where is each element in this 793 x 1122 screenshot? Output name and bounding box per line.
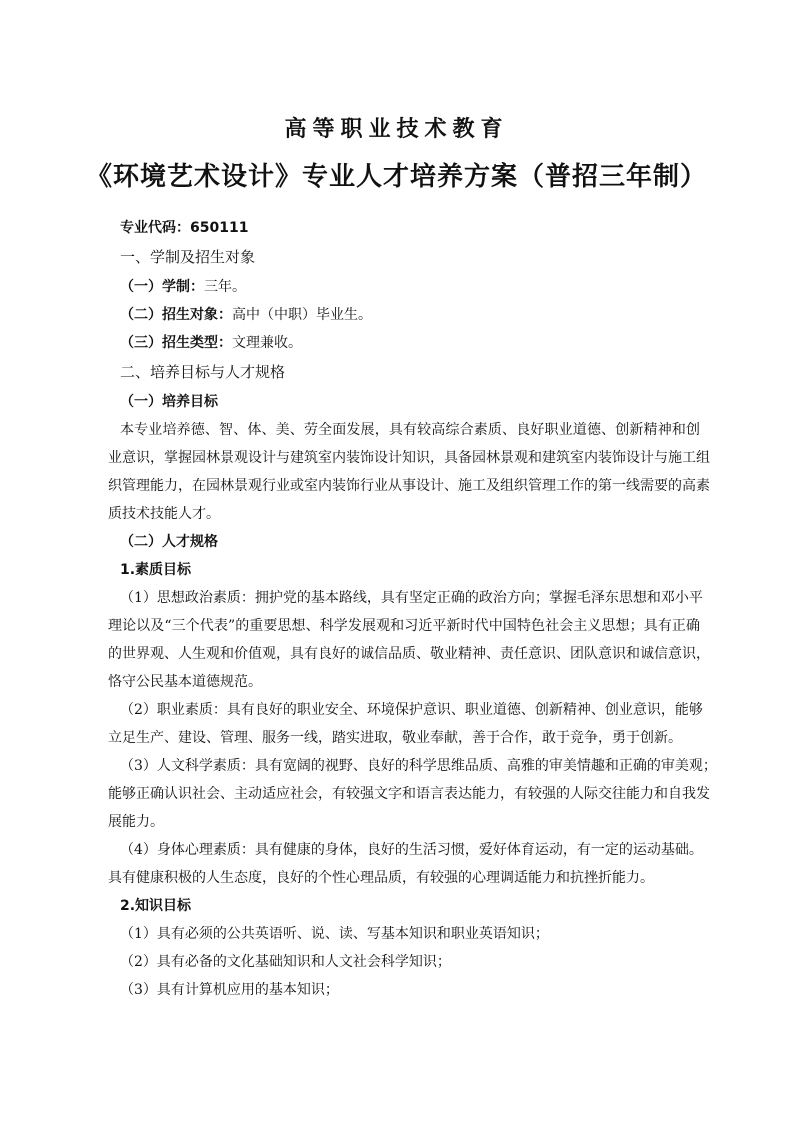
item-value: 三年。 [204,279,246,295]
quality-line: 立足生产、建设、管理、服务一线，踏实进取，敬业奉献，善于合作，敢于竞争，勇于创新。 [108,730,682,746]
item-label: （三）招生类型： [120,335,232,351]
knowledge-line: （1）具有必须的公共英语听、说、读、写基本知识和职业英语知识； [120,926,549,942]
quality-line: 恪守公民基本道德规范。 [108,674,262,690]
item-label: （二）招生对象： [120,307,232,323]
goal-line: 业意识，掌握园林景观设计与建筑室内装饰设计知识，具备园林景观和建筑室内装饰设计与施工组 [108,450,710,466]
goal-line: 质技术技能人才。 [108,506,220,522]
knowledge-line: （2）具有必备的文化基础知识和人文社会科学知识； [120,954,451,970]
quality-line: 的世界观、人生观和价值观，具有良好的诚信品质、敬业精神、责任意识、团队意识和诚信意识， [108,646,710,662]
item-duration [108,273,700,301]
quality-line: 具有健康积极的人生态度，良好的个性心理品质，有较强的心理调适能力和抗挫折能力。 [108,870,654,886]
goal-heading: （一）培养目标 [120,394,218,410]
quality-line: 能够正确认识社会、主动适应社会，有较强文字和语言表达能力，有较强的人际交往能力和自我发 [108,786,710,802]
item-enrollment-type [108,329,700,357]
document-title-line2: 《环境艺术设计》专业人才培养方案（普招三年制） [85,162,707,192]
item-enrollment-target [108,301,700,329]
knowledge-heading: 2.知识目标 [120,898,192,914]
item-value: 高中（中职）毕业生。 [232,307,372,323]
document-body [108,214,717,1004]
goal-line: 织管理能力，在园林景观行业或室内装饰行业从事设计、施工及组织管理工作的第一线需要的高素 [108,478,710,494]
item-value: 文理兼收。 [232,335,302,351]
section1-heading: 一、学制及招生对象 [120,248,256,266]
item-label: （一）学制： [120,279,204,295]
major-code-value: 650111 [190,220,249,236]
goal-line: 本专业培养德、智、体、美、劳全面发展，具有较高综合素质、良好职业道德、创新精神和创 [120,422,700,438]
quality-line: 理论以及“三个代表”的重要思想、科学发展观和习近平新时代中国特色社会主义思想；具有正确 [108,618,700,634]
spec-heading: （二）人才规格 [120,534,218,550]
quality-line: （3）人文科学素质：具有宽阔的视野、良好的科学思维品质、高雅的审美情趣和正确的审美观； [120,758,717,774]
quality-line: （4）身体心理素质：具有健康的身体，良好的生活习惯，爱好体育运动，有一定的运动基础。 [120,842,703,858]
quality-line: （1）思想政治素质：拥护党的基本路线，具有坚定正确的政治方向；掌握毛泽东思想和邓小平 [120,590,703,606]
knowledge-line: （3）具有计算机应用的基本知识； [120,982,339,998]
major-code [108,214,700,242]
major-code-label: 专业代码： [120,220,190,236]
quality-heading: 1.素质目标 [120,562,192,578]
section2-heading: 二、培养目标与人才规格 [120,363,286,381]
quality-line: 展能力。 [108,814,164,830]
document-title-line1: 高等职业技术教育 [284,117,509,142]
quality-line: （2）职业素质：具有良好的职业安全、环境保护意识、职业道德、创新精神、创业意识，能够 [120,702,703,718]
